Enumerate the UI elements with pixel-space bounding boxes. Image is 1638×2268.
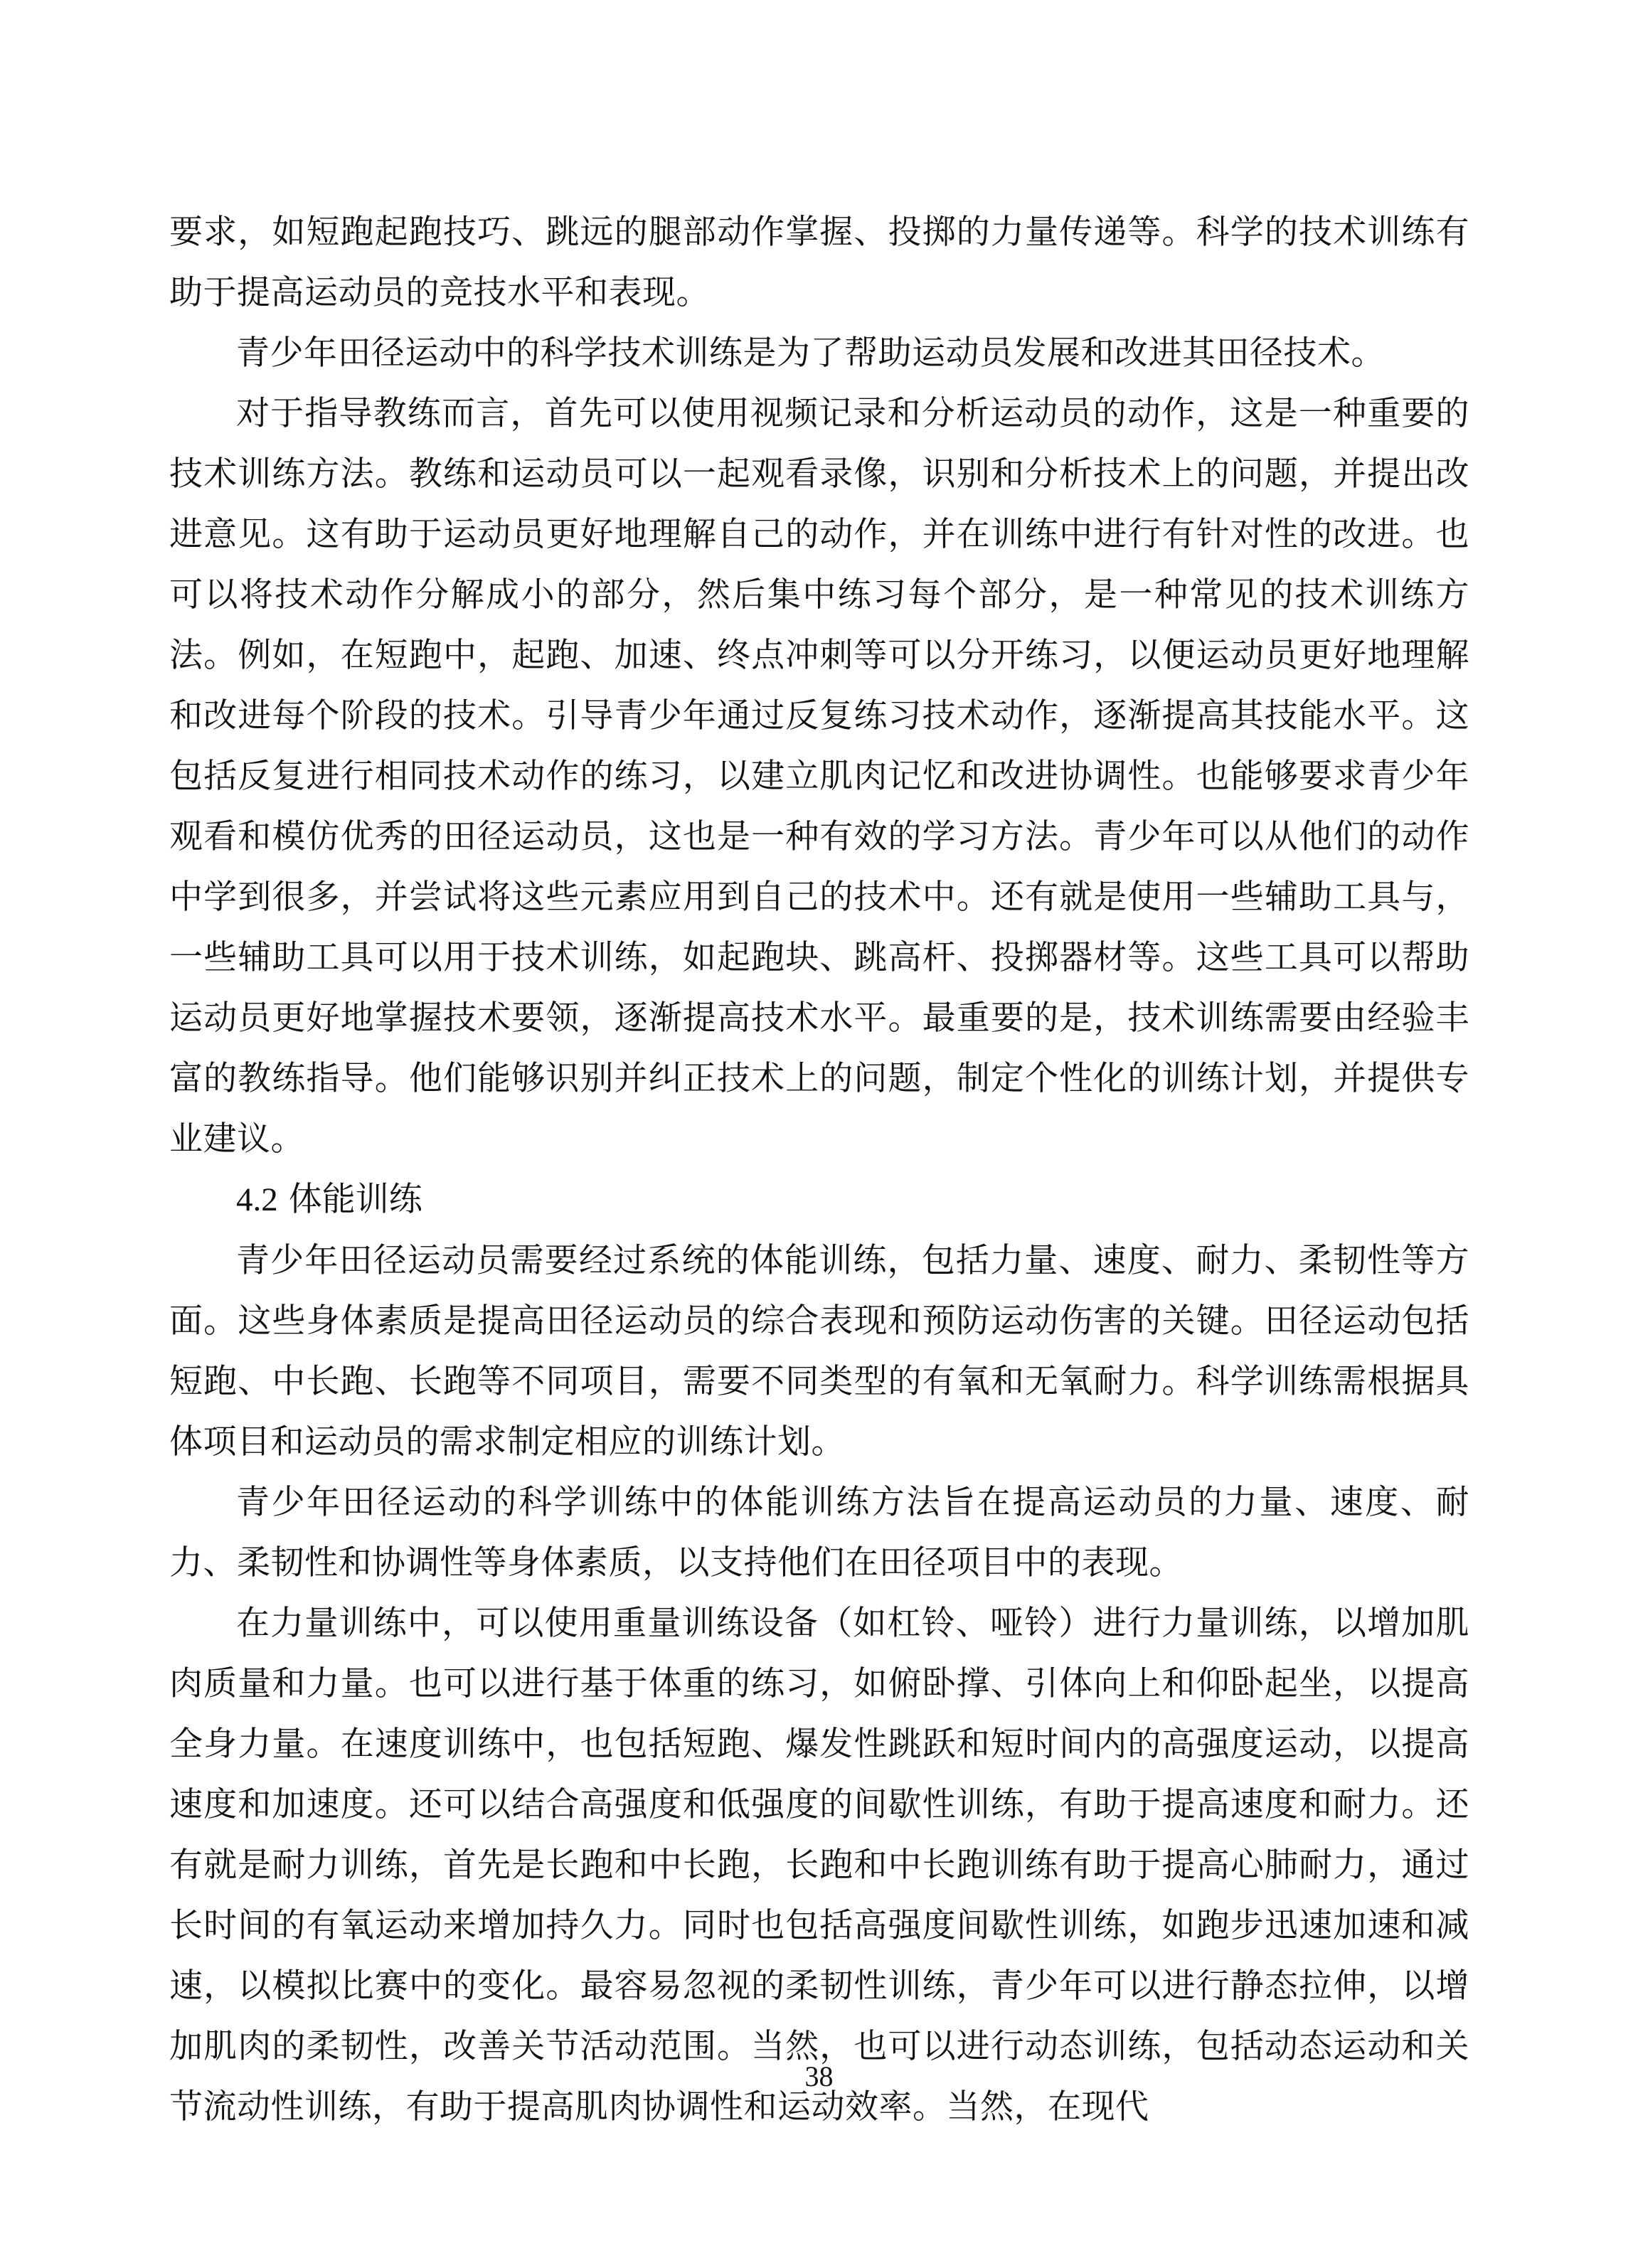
paragraph-continuation: 要求，如短跑起跑技巧、跳远的腿部动作掌握、投掷的力量传递等。科学的技术训练有助于提高运动员的竞技水平和表现。 <box>169 213 1469 312</box>
paragraph-fitness-goals: 青少年田径运动的科学训练中的体能训练方法旨在提高运动员的力量、速度、耐力、柔韧性和协调性等身体素质，以支持他们在田径项目中的表现。 <box>169 1483 1469 1582</box>
section-title: 体能训练 <box>288 1180 422 1219</box>
paragraph-training-methods: 在力量训练中，可以使用重量训练设备（如杠铃、哑铃）进行力量训练，以增加肌肉质量和力量。也可以进行基于体重的练习，如俯卧撑、引体向上和仰卧起坐，以提高全身力量。在速度训练中，也包括短跑、爆发性跳跃和短时间内的高强度运动，以提高速度和加速度。还可以结合高强度和低强度的间歇性训练，有助于提高速度和耐力。还有就是耐力训练，首先是长跑和中长跑，长跑和中长跑训练有助于提高心肺耐力，通过长时间的有氧运动来增加持久力。同时也包括高强度间歇性训练，如跑步迅速加速和减速，以模拟比赛中的变化。最容易忽视的柔韧性训练，青少年可以进行静态拉伸，以增加肌肉的柔韧性，改善关节活动范围。当然，也可以进行动态训练，包括动态运动和关节流动性训练，有助于提高肌肉协调性和运动效率。当然，在现代 <box>169 1604 1469 2126</box>
paragraph-coaching-methods: 对于指导教练而言，首先可以使用视频记录和分析运动员的动作，这是一种重要的技术训练方法。教练和运动员可以一起观看录像，识别和分析技术上的问题，并提出改进意见。这有助于运动员更好地理解自己的动作，并在训练中进行有针对性的改进。也可以将技术动作分解成小的部分，然后集中练习每个部分，是一种常见的技术训练方法。例如，在短跑中，起跑、加速、终点冲刺等可以分开练习，以便运动员更好地理解和改进每个阶段的技术。引导青少年通过反复练习技术动作，逐渐提高其技能水平。这包括反复进行相同技术动作的练习，以建立肌肉记忆和改进协调性。也能够要求青少年观看和模仿优秀的田径运动员，这也是一种有效的学习方法。青少年可以从他们的动作中学到很多，并尝试将这些元素应用到自己的技术中。还有就是使用一些辅助工具与，一些辅助工具可以用于技术训练，如起跑块、跳高杆、投掷器材等。这些工具可以帮助运动员更好地掌握技术要领，逐渐提高技术水平。最重要的是，技术训练需要由经验丰富的教练指导。他们能够识别并纠正技术上的问题，制定个性化的训练计划，并提供专业建议。 <box>169 394 1469 1159</box>
body-text <box>169 202 1469 2137</box>
paragraph-fitness-overview: 青少年田径运动员需要经过系统的体能训练，包括力量、速度、耐力、柔韧性等方面。这些身体素质是提高田径运动员的综合表现和预防运动伤害的关键。田径运动包括短跑、中长跑、长跑等不同项目，需要不同类型的有氧和无氧耐力。科学训练需根据具体项目和运动员的需求制定相应的训练计划。 <box>169 1241 1469 1462</box>
section-number: 4.2 <box>236 1181 278 1218</box>
section-heading <box>169 1169 1469 1230</box>
page-number: 38 <box>804 2060 834 2092</box>
paragraph-tech-training-intro: 青少年田径运动中的科学技术训练是为了帮助运动员发展和改进其田径技术。 <box>236 334 1385 373</box>
